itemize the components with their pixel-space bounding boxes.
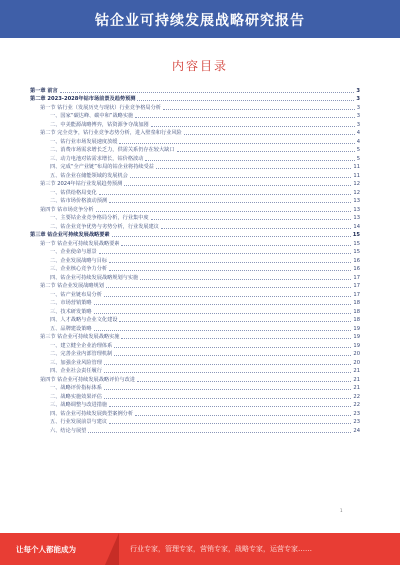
toc-entry-text: 三、企业核心竞争力分析: [50, 266, 108, 272]
toc-entry-page: 17: [353, 283, 360, 289]
toc-entry-page: 17: [353, 291, 360, 298]
toc-leader-dots: [104, 372, 352, 373]
document-title: 钴企业可持续发展战略研究报告: [95, 13, 305, 29]
toc-entry-page: 18: [353, 308, 360, 315]
toc-entry-page: 15: [353, 240, 360, 247]
toc-leader-dots: [137, 100, 354, 101]
toc-entry[interactable]: [30, 265, 360, 274]
toc-entry-text: 一、企业使命与愿景: [50, 249, 97, 255]
toc-entry-text: 第一章 前言: [30, 87, 58, 94]
toc-entry[interactable]: [30, 358, 360, 367]
toc-leader-dots: [130, 177, 352, 178]
toc-entry[interactable]: [30, 171, 360, 180]
toc-entry-text: 第四节 钴企业可持续发展战略评价与改进: [40, 376, 136, 383]
toc-leader-dots: [114, 347, 351, 348]
toc-entry-page: 16: [353, 257, 360, 264]
toc-entry-page: 3: [356, 96, 360, 102]
toc-leader-dots: [156, 168, 351, 169]
toc-entry[interactable]: [30, 86, 360, 95]
toc-entry-page: 23: [353, 410, 360, 417]
toc-entry-page: 3: [356, 104, 360, 111]
toc-leader-dots: [137, 381, 351, 382]
toc-entry-page: 3: [356, 113, 360, 119]
toc-entry-text: 五、品牌建设策略: [50, 325, 92, 332]
toc-entry-text: 二、市场营销策略: [50, 300, 92, 306]
toc-entry-text: 一、钴行业市场发展速度放缓: [50, 138, 118, 145]
toc-entry[interactable]: [30, 316, 360, 325]
toc-leader-dots: [60, 92, 355, 93]
toc-entry-text: 二、钴市场价格波动预测: [50, 198, 108, 204]
toc-leader-dots: [184, 134, 355, 135]
toc-entry-text: 一、主要钴企业竞争格局分析，行业集中度: [50, 215, 149, 221]
toc-leader-dots: [94, 330, 352, 331]
toc-entry[interactable]: [30, 367, 360, 376]
toc-leader-dots: [104, 389, 352, 390]
toc-entry-text: 四、完成“全产业链”布局的钴企业将持续受益: [50, 164, 154, 170]
toc-entry[interactable]: [30, 205, 360, 214]
toc-entry-text: 第一节 钴行业（发展历史与现状）行业竞争格局分析: [40, 104, 161, 111]
toc-leader-dots: [140, 279, 351, 280]
toc-entry-text: 第三节 钴企业可持续发展战略实施: [40, 334, 120, 340]
toc-entry-text: 第四节 钴市场竞争分析: [40, 206, 94, 213]
toc-heading: 内容目录: [171, 59, 228, 73]
toc-leader-dots: [161, 228, 351, 229]
toc-entry[interactable]: [30, 129, 360, 138]
toc-entry[interactable]: [30, 154, 360, 163]
toc-entry-page: 5: [356, 155, 360, 162]
toc-entry-text: 二、完善企业内部管理机制: [50, 351, 113, 357]
toc-entry-page: 23: [353, 419, 360, 425]
toc-entry[interactable]: [30, 307, 360, 316]
toc-leader-dots: [94, 313, 352, 314]
toc-entry-text: 第二节 完全竞争，钴行业竞争态势分析，进入壁垒和行业风险: [40, 130, 182, 136]
toc-entry[interactable]: [30, 375, 360, 384]
toc-entry[interactable]: [30, 214, 360, 223]
toc-entry[interactable]: [30, 239, 360, 248]
header-bar: [0, 0, 400, 38]
toc-entry[interactable]: [30, 137, 360, 146]
toc-entry-page: 5: [356, 147, 360, 153]
toc-entry[interactable]: [30, 324, 360, 333]
toc-leader-dots: [99, 253, 352, 254]
toc-entry[interactable]: [30, 290, 360, 299]
toc-leader-dots: [112, 236, 351, 237]
toc-leader-dots: [94, 304, 352, 305]
toc-entry-page: 18: [353, 317, 360, 323]
toc-entry-text: 一、钴产业链布局分析: [50, 291, 102, 298]
toc-entry-text: 第三章 钴企业可持续发展战略要素: [30, 232, 110, 238]
toc-leader-dots: [151, 219, 352, 220]
toc-leader-dots: [114, 355, 351, 356]
toc-leader-dots: [109, 262, 351, 263]
toc-entry-page: 4: [356, 130, 360, 136]
toc-entry-text: 一、国家“碳达峰、碳中和”战略实施: [50, 113, 134, 119]
toc-entry[interactable]: [30, 282, 360, 291]
toc-entry[interactable]: [30, 248, 360, 257]
toc-entry[interactable]: [30, 350, 360, 359]
toc-entry[interactable]: [30, 146, 360, 155]
footer-expert-list: 行业专家，管理专家，营销专家，战略专家，运营专家……: [130, 545, 312, 553]
toc-leader-dots: [124, 185, 351, 186]
toc-entry[interactable]: [30, 401, 360, 410]
toc-entry-text: 第二章 2023-2028年钴市场前景及趋势预测: [30, 96, 136, 102]
toc-entry[interactable]: [30, 273, 360, 282]
toc-entry[interactable]: [30, 426, 360, 435]
toc-leader-dots: [99, 194, 352, 195]
table-of-contents: [30, 86, 360, 435]
toc-leader-dots: [104, 398, 352, 399]
toc-leader-dots: [119, 143, 354, 144]
toc-entry-page: 17: [353, 274, 360, 281]
toc-entry[interactable]: [30, 418, 360, 427]
toc-leader-dots: [163, 109, 355, 110]
toc-entry-text: 三、技术研发策略: [50, 308, 92, 315]
toc-leader-dots: [106, 287, 351, 288]
toc-entry-text: 三、战略调整与改进措施: [50, 402, 108, 408]
toc-leader-dots: [151, 126, 355, 127]
toc-entry-text: 二、企业发展战略与目标: [50, 257, 108, 264]
toc-entry-page: 19: [353, 342, 360, 349]
toc-entry[interactable]: [30, 120, 360, 129]
toc-entry-page: 24: [353, 427, 360, 434]
toc-entry-page: 22: [353, 393, 360, 400]
toc-entry-page: 20: [353, 359, 360, 366]
footer-slogan: 让每个人都能成为: [16, 545, 76, 554]
toc-entry-page: 12: [353, 181, 360, 187]
toc-entry-text: 一、钴供给格局变化: [50, 189, 97, 196]
toc-entry[interactable]: [30, 256, 360, 265]
toc-entry-text: 二、战略实施效果评估: [50, 393, 102, 400]
toc-entry[interactable]: [30, 409, 360, 418]
toc-entry-text: 一、建立健全企业治理体系: [50, 342, 113, 349]
toc-leader-dots: [119, 321, 351, 322]
toc-entry[interactable]: [30, 299, 360, 308]
toc-entry[interactable]: [30, 103, 360, 112]
toc-entry-text: 四、人才战略与企业文化建设: [50, 317, 118, 323]
toc-entry-text: 一、战略评价指标体系: [50, 385, 102, 391]
toc-entry[interactable]: [30, 112, 360, 121]
toc-entry[interactable]: [30, 197, 360, 206]
toc-leader-dots: [109, 270, 351, 271]
toc-entry-page: 13: [353, 206, 360, 213]
toc-entry-text: 二、钴企业竞争优势与劣势分析，行业发展建议: [50, 223, 159, 230]
footer-bar: [0, 533, 400, 565]
toc-entry-page: 12: [353, 189, 360, 196]
toc-entry-text: 六、结论与展望: [50, 427, 87, 434]
toc-entry-page: 22: [353, 402, 360, 408]
toc-entry-page: 19: [353, 325, 360, 332]
toc-entry-text: 三、加强企业风险管理: [50, 359, 102, 366]
toc-leader-dots: [177, 151, 355, 152]
toc-entry-text: 二、中美能源战略博弈，钴资源争夺战加剧: [50, 121, 149, 128]
toc-entry-page: 21: [353, 385, 360, 391]
toc-entry[interactable]: [30, 222, 360, 231]
toc-entry[interactable]: [30, 188, 360, 197]
toc-entry-page: 18: [353, 300, 360, 306]
toc-leader-dots: [121, 245, 351, 246]
toc-entry-page: 16: [353, 266, 360, 272]
toc-entry-page: 3: [356, 121, 360, 128]
toc-entry-text: 三、动力电池对钴需求增长，钴价格波动: [50, 155, 144, 162]
toc-leader-dots: [96, 211, 352, 212]
toc-entry[interactable]: [30, 384, 360, 393]
toc-entry[interactable]: [30, 341, 360, 350]
toc-leader-dots: [109, 202, 351, 203]
toc-entry-page: 11: [353, 164, 360, 170]
toc-leader-dots: [121, 338, 351, 339]
toc-leader-dots: [109, 406, 351, 407]
toc-leader-dots: [104, 296, 352, 297]
toc-entry-page: 13: [353, 198, 360, 204]
toc-entry-page: 3: [356, 87, 360, 94]
footer-divider: [105, 533, 119, 565]
toc-entry-page: 14: [353, 223, 360, 230]
page-number: 1: [340, 508, 343, 513]
toc-entry-page: 11: [353, 172, 360, 179]
toc-entry-page: 19: [353, 334, 360, 340]
toc-entry-page: 20: [353, 351, 360, 357]
toc-leader-dots: [135, 415, 351, 416]
toc-entry[interactable]: [30, 231, 360, 240]
toc-entry-page: 21: [353, 368, 360, 374]
toc-entry-text: 第一节 钴企业可持续发展战略要素: [40, 240, 120, 247]
toc-entry-page: 4: [356, 138, 360, 145]
toc-entry[interactable]: [30, 180, 360, 189]
toc-leader-dots: [104, 364, 352, 365]
toc-entry-page: 21: [353, 376, 360, 383]
toc-entry-page: 13: [353, 215, 360, 221]
toc-leader-dots: [135, 117, 354, 118]
toc-entry-text: 五、钴企业在储能领域的发展机会: [50, 172, 128, 179]
toc-entry-page: 15: [352, 232, 360, 238]
toc-entry-text: 四、钴企业可持续发展战略规划与实施: [50, 274, 139, 281]
toc-leader-dots: [88, 432, 351, 433]
toc-leader-dots: [145, 160, 354, 161]
toc-entry[interactable]: [30, 95, 360, 104]
toc-entry[interactable]: [30, 163, 360, 172]
toc-entry[interactable]: [30, 392, 360, 401]
toc-entry-text: 二、消费市场需求增长乏力，供需关系仍存在较大缺口: [50, 147, 175, 153]
toc-entry-text: 第二节 钴企业发展战略规划: [40, 283, 104, 289]
toc-entry-text: 第三节 2024年钴行业发展趋势预测: [40, 181, 123, 187]
toc-entry[interactable]: [30, 333, 360, 342]
toc-entry-text: 四、钴企业可持续发展典型案例分析: [50, 410, 134, 417]
toc-entry-page: 15: [353, 249, 360, 255]
toc-entry-text: 五、行业发展前景与建议: [50, 419, 108, 425]
toc-entry-text: 四、企业社会责任履行: [50, 368, 102, 374]
toc-leader-dots: [109, 423, 351, 424]
